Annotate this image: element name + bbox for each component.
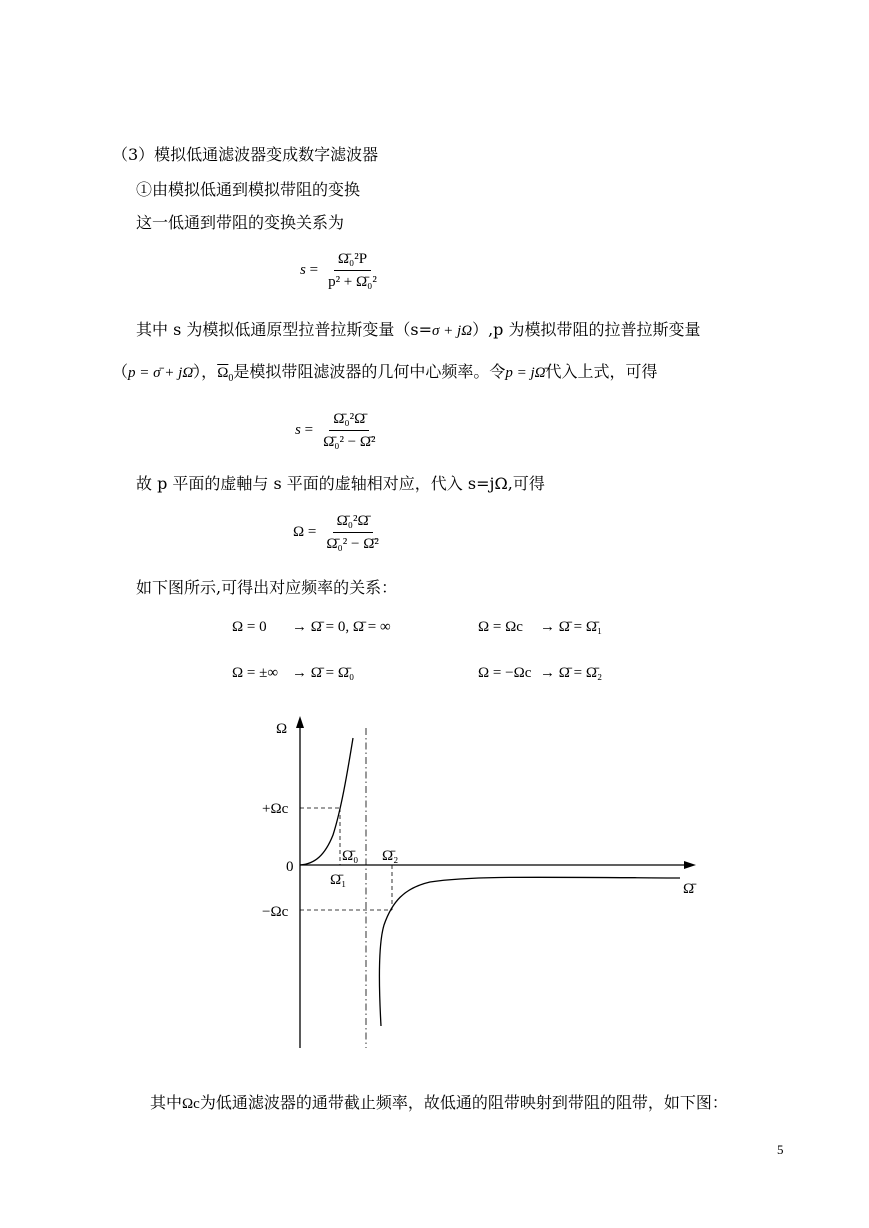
- eq1-denominator: p² + Ω̄₀²: [328, 274, 377, 290]
- equation-2: s = $\frac{\text{Ω̄₀²Ω̄}}{\text{Ω̄₀² − Ω̄²}}$: [295, 410, 380, 451]
- y-axis-arrow: [296, 716, 304, 728]
- eq2-numerator: Ω̄₀²Ω̄: [329, 410, 369, 431]
- relation-4-left: Ω = −Ωc: [478, 665, 532, 681]
- eq2-denominator: Ω̄₀² − Ω̄²: [323, 434, 376, 450]
- paragraph-4: 如下图所示,可得出对应频率的关系：: [136, 578, 398, 597]
- page-number: 5: [777, 1142, 784, 1157]
- omega-c-symbol: Ωc: [182, 1096, 200, 1112]
- origin-label: 0: [286, 859, 294, 875]
- paragraph-3: 故 p 平面的虚軸与 s 平面的虚轴相对应，代入 s=jΩ,可得: [136, 474, 545, 493]
- subsection-heading: ①由模拟低通到模拟带阻的变换: [136, 180, 361, 199]
- omega1-label: Ω̄₁: [330, 872, 347, 888]
- plus-omega-c-label: +Ωc: [262, 801, 289, 817]
- equation-1: s = $\frac{\text{Ω̄₀²P}}{\text{p² + Ω̄₀²}}$: [300, 250, 381, 291]
- relation-3-right: → Ω̄ = Ω̄₀: [292, 665, 355, 681]
- x-axis-label: Ω̄: [683, 881, 695, 897]
- curve-right-branch: [379, 877, 680, 1026]
- eq2-lhs: s: [295, 422, 301, 438]
- eq3-lhs: Ω: [293, 524, 305, 540]
- eq3-denominator: Ω̄₀² − Ω̄²: [326, 536, 379, 552]
- paragraph-5: 其中Ωc为低通滤波器的通带截止频率，故低通的阻带映射到带阻的阻带，如下图：: [150, 1093, 728, 1112]
- relation-1-left: Ω = 0: [232, 619, 267, 635]
- x-axis-arrow: [684, 861, 696, 869]
- minus-omega-c-label: −Ωc: [262, 904, 289, 920]
- equation-3: Ω = $\frac{\text{Ω̄₀²Ω̄}}{\text{Ω̄₀² − Ω̄²}}$: [293, 512, 383, 553]
- omega0-label: Ω̄₀: [342, 848, 359, 864]
- eq3-numerator: Ω̄₀²Ω̄: [333, 512, 373, 533]
- relation-4-right: → Ω̄ = Ω̄₂: [540, 665, 603, 681]
- intro-text: 这一低通到带阻的变换关系为: [136, 213, 345, 232]
- relation-2-right: → Ω̄ = Ω̄₁: [540, 619, 603, 635]
- eq1-lhs: s: [300, 262, 306, 278]
- para1-expression: σ + jΩ: [432, 323, 473, 339]
- curve-left-branch: [300, 738, 353, 865]
- paragraph-1: 其中 s 为模拟低通原型拉普拉斯变量（s=σ + jΩ）,p 为模拟带阻的拉普拉斯变量: [136, 320, 701, 339]
- para2-expression-1: p = σ̄ + jΩ̄: [128, 365, 194, 381]
- relation-2-left: Ω = Ωc: [478, 619, 523, 635]
- section-heading: （3）模拟低通滤波器变成数字滤波器: [112, 145, 379, 164]
- eq1-numerator: Ω̄₀²P: [334, 250, 371, 271]
- para2-expression-2: p = jΩ̄: [505, 365, 546, 381]
- relation-1-right: → Ω̄ = 0, Ω̄ = ∞: [292, 619, 391, 635]
- relation-3-left: Ω = ±∞: [232, 665, 279, 681]
- y-axis-label: Ω: [276, 721, 288, 737]
- omega2-label: Ω̄₂: [382, 848, 399, 864]
- paragraph-2: （p = σ̄ + jΩ̄），$\overline{\Omega}_0$是模拟带阻滤波器的几何中心频率。令p = jΩ̄代入上式，可得: [112, 362, 658, 384]
